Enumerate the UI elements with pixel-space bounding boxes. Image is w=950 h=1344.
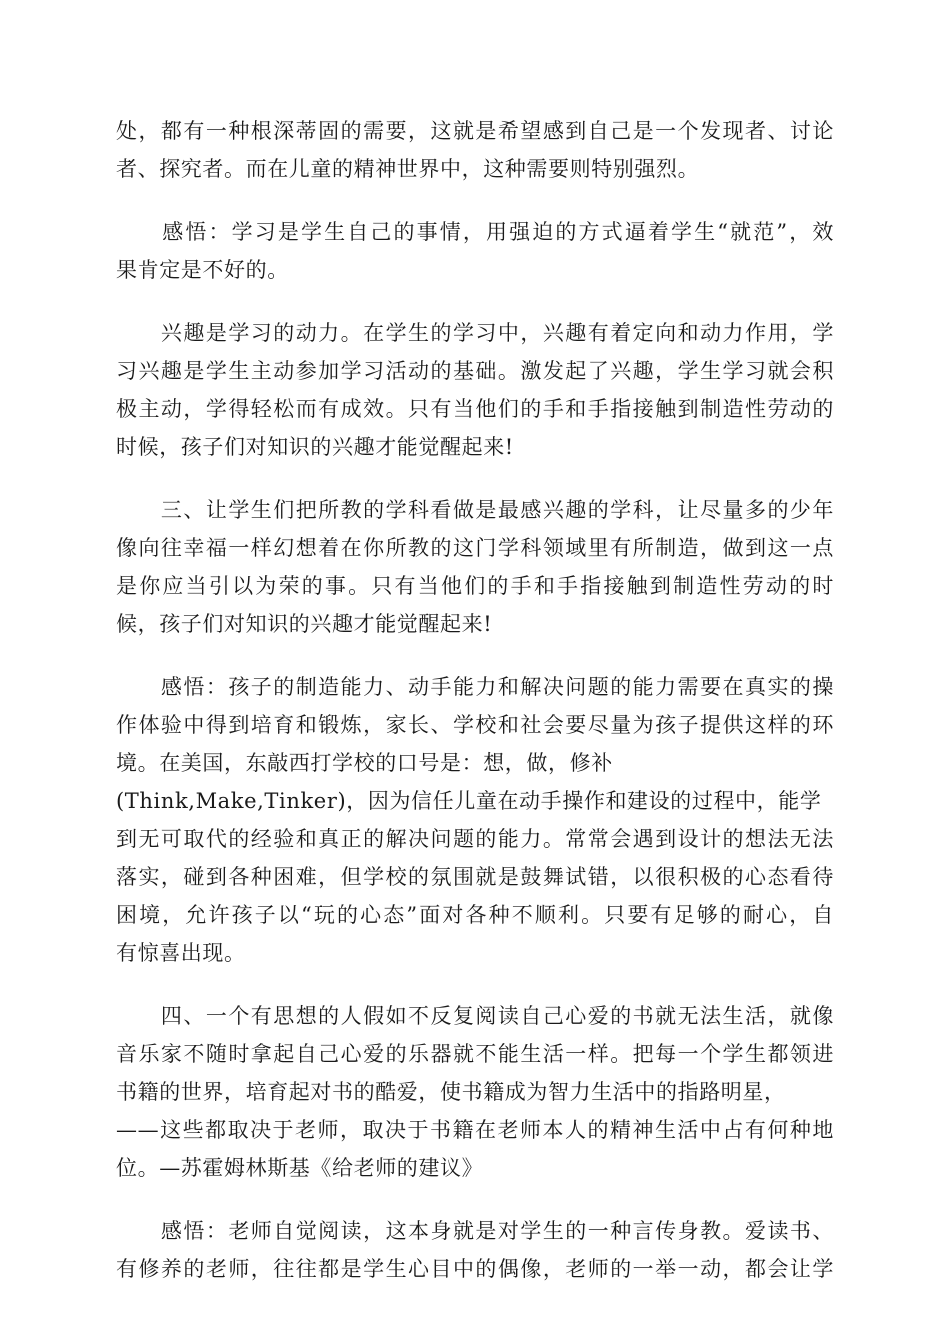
text-line: (Think,Make,Tinker)，因为信任儿童在动手操作和建设的过程中，能学: [116, 789, 822, 813]
text-line: 候，孩子们对知识的兴趣才能觉醒起来!: [116, 612, 493, 636]
text-line: 到无可取代的经验和真正的解决问题的能力。常常会遇到设计的想法无法: [116, 827, 834, 851]
text-line: 感悟：学习是学生自己的事情，用强迫的方式逼着学生“就范”，效: [116, 220, 834, 244]
text-line: 果肯定是不好的。: [116, 258, 289, 282]
text-line: 困境，允许孩子以“玩的心态”面对各种不顺利。只要有足够的耐心，自: [116, 903, 834, 927]
paragraph: [116, 213, 834, 289]
text-line: 是你应当引以为荣的事。只有当他们的手和手指接触到制造性劳动的时: [116, 574, 834, 598]
text-line: 时候，孩子们对知识的兴趣才能觉醒起来!: [116, 435, 514, 459]
text-line: 音乐家不随时拿起自己心爱的乐器就不能生活一样。把每一个学生都领进: [116, 1042, 834, 1066]
text-line: 有惊喜出现。: [116, 941, 246, 965]
text-line: 感悟：老师自觉阅读，这本身就是对学生的一种言传身教。爱读书、: [116, 1219, 834, 1243]
text-line: 书籍的世界，培育起对书的酷爱，使书籍成为智力生活中的指路明星，: [116, 1080, 786, 1104]
text-line: 落实，碰到各种困难，但学校的氛围就是鼓舞试错，以很积极的心态看待: [116, 865, 834, 889]
paragraph: [116, 112, 834, 188]
text-line: 作体验中得到培育和锻炼，家长、学校和社会要尽量为孩子提供这样的环: [116, 713, 834, 737]
text-line: ——这些都取决于老师，取决于书籍在老师本人的精神生活中占有何种地: [116, 1118, 834, 1142]
paragraph: [116, 997, 834, 1187]
text-line: 三、让学生们把所教的学科看做是最感兴趣的学科，让尽量多的少年: [116, 498, 834, 522]
text-line: 有修养的老师，往往都是学生心目中的偶像，老师的一举一动，都会让学: [116, 1257, 834, 1281]
text-line: 境。在美国，东敲西打学校的口号是：想，做，修补: [116, 751, 613, 775]
text-line: 习兴趣是学生主动参加学习活动的基础。激发起了兴趣，学生学习就会积: [116, 359, 834, 383]
text-line: 位。—苏霍姆林斯基《给老师的建议》: [116, 1156, 484, 1180]
paragraph: [116, 1212, 834, 1288]
text-line: 像向往幸福一样幻想着在你所教的这门学科领域里有所制造，做到这一点: [116, 536, 834, 560]
text-line: 极主动，学得轻松而有成效。只有当他们的手和手指接触到制造性劳动的: [116, 397, 834, 421]
text-line: 兴趣是学习的动力。在学生的学习中，兴趣有着定向和动力作用，学: [116, 321, 834, 345]
paragraph: [116, 314, 834, 466]
text-line: 处，都有一种根深蒂固的需要，这就是希望感到自己是一个发现者、讨论: [116, 119, 834, 143]
text-line: 四、一个有思想的人假如不反复阅读自己心爱的书就无法生活，就像: [116, 1004, 834, 1028]
text-line: 感悟：孩子的制造能力、动手能力和解决问题的能力需要在真实的操: [116, 675, 834, 699]
document-page: [116, 112, 834, 1313]
paragraph: [116, 491, 834, 643]
text-line: 者、探究者。而在儿童的精神世界中，这种需要则特别强烈。: [116, 157, 700, 181]
paragraph: [116, 668, 834, 972]
